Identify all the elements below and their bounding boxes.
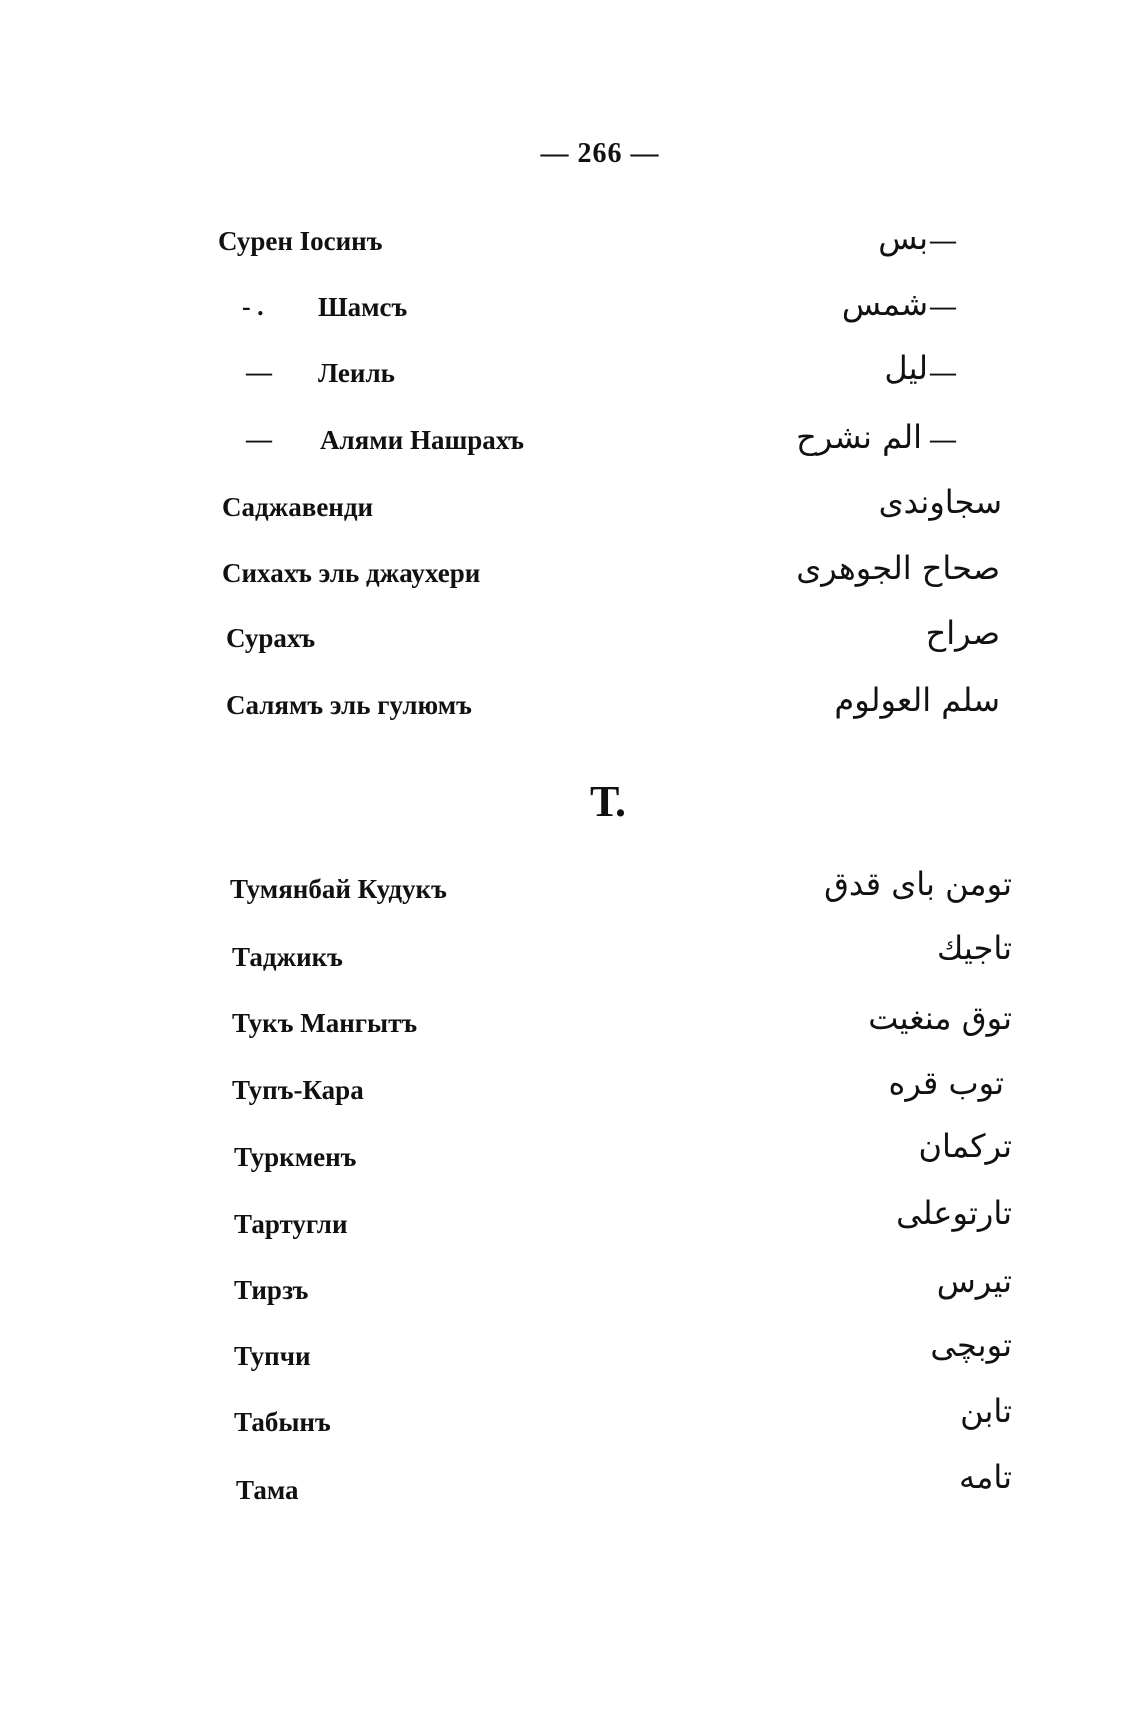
russian-term: Тартугли	[234, 1209, 348, 1239]
arabic-term: توبچی	[930, 1326, 1012, 1364]
entry-row	[0, 1064, 1140, 1127]
arabic-term: الم نشرح	[796, 418, 922, 456]
russian-term: Алями Нашрахъ	[320, 425, 524, 455]
russian-term: Тупчи	[234, 1341, 311, 1371]
russian-term: Таджикъ	[232, 942, 343, 972]
section-letter: Т.	[590, 777, 626, 826]
russian-term: Тупъ-Кара	[232, 1075, 364, 1105]
arabic-term: توق منغیت	[868, 999, 1012, 1037]
ditto-dash: - .	[242, 292, 264, 321]
russian-term: Сурен Іосинъ	[218, 226, 383, 256]
arabic-term: بس	[878, 219, 928, 257]
entry-row	[0, 1458, 1140, 1527]
entry-row	[0, 1392, 1140, 1459]
arabic-term: تاجيك	[936, 929, 1012, 967]
arabic-term: ليل	[884, 349, 928, 387]
entry-row	[0, 285, 1140, 344]
page-number: — 266 —	[540, 138, 660, 169]
ditto-dash: —	[246, 425, 272, 454]
arabic-term: صحاح الجوهری	[796, 549, 1000, 587]
entry-row	[0, 999, 1140, 1060]
entry-row	[0, 614, 1140, 675]
arabic-term: تارتوعلی	[896, 1194, 1012, 1232]
arabic-term: شمس	[841, 285, 928, 323]
russian-term: Шамсъ	[318, 292, 408, 322]
ditto-dash: —	[930, 292, 956, 321]
entry-row	[0, 483, 1140, 544]
arabic-term: توب قره	[888, 1064, 1004, 1102]
russian-term: Табынъ	[234, 1407, 331, 1437]
arabic-term: صراح	[925, 614, 1000, 652]
russian-term: Туркменъ	[234, 1142, 357, 1172]
russian-term: Сихахъ эль джаухери	[222, 558, 481, 588]
entry-row	[0, 219, 1140, 278]
entry-row	[0, 549, 1140, 610]
ditto-dash: —	[246, 358, 272, 387]
arabic-term: تامه	[959, 1458, 1012, 1496]
russian-term: Сурахъ	[226, 623, 316, 653]
arabic-term: تيرس	[936, 1262, 1012, 1300]
entry-row	[0, 418, 1140, 477]
entry-row	[0, 349, 1140, 410]
russian-term: Тирзъ	[234, 1275, 309, 1305]
arabic-term: ترکمان	[918, 1127, 1012, 1165]
arabic-term: تومن بای قدق	[824, 865, 1012, 903]
russian-term: Тукъ Мангытъ	[232, 1008, 418, 1038]
russian-term: Леиль	[318, 358, 395, 388]
russian-term: Тумянбай Кудукъ	[230, 874, 447, 904]
entry-row	[0, 681, 1140, 742]
russian-term: Тама	[236, 1475, 299, 1505]
russian-term: Саджавенди	[222, 492, 374, 522]
ditto-dash: —	[930, 226, 956, 255]
entry-row	[0, 1127, 1140, 1194]
entry-row	[0, 929, 1140, 994]
entry-row	[0, 1326, 1140, 1393]
arabic-term: سجاوندی	[878, 483, 1002, 521]
arabic-term: تابن	[960, 1392, 1012, 1430]
entry-row	[0, 1262, 1140, 1327]
ditto-dash: —	[930, 358, 956, 387]
ditto-dash: —	[930, 425, 956, 454]
arabic-term: سلم العولوم	[834, 681, 1000, 719]
entry-row	[0, 1194, 1140, 1261]
russian-term: Салямъ эль гулюмъ	[226, 690, 472, 720]
entry-row	[0, 865, 1140, 926]
